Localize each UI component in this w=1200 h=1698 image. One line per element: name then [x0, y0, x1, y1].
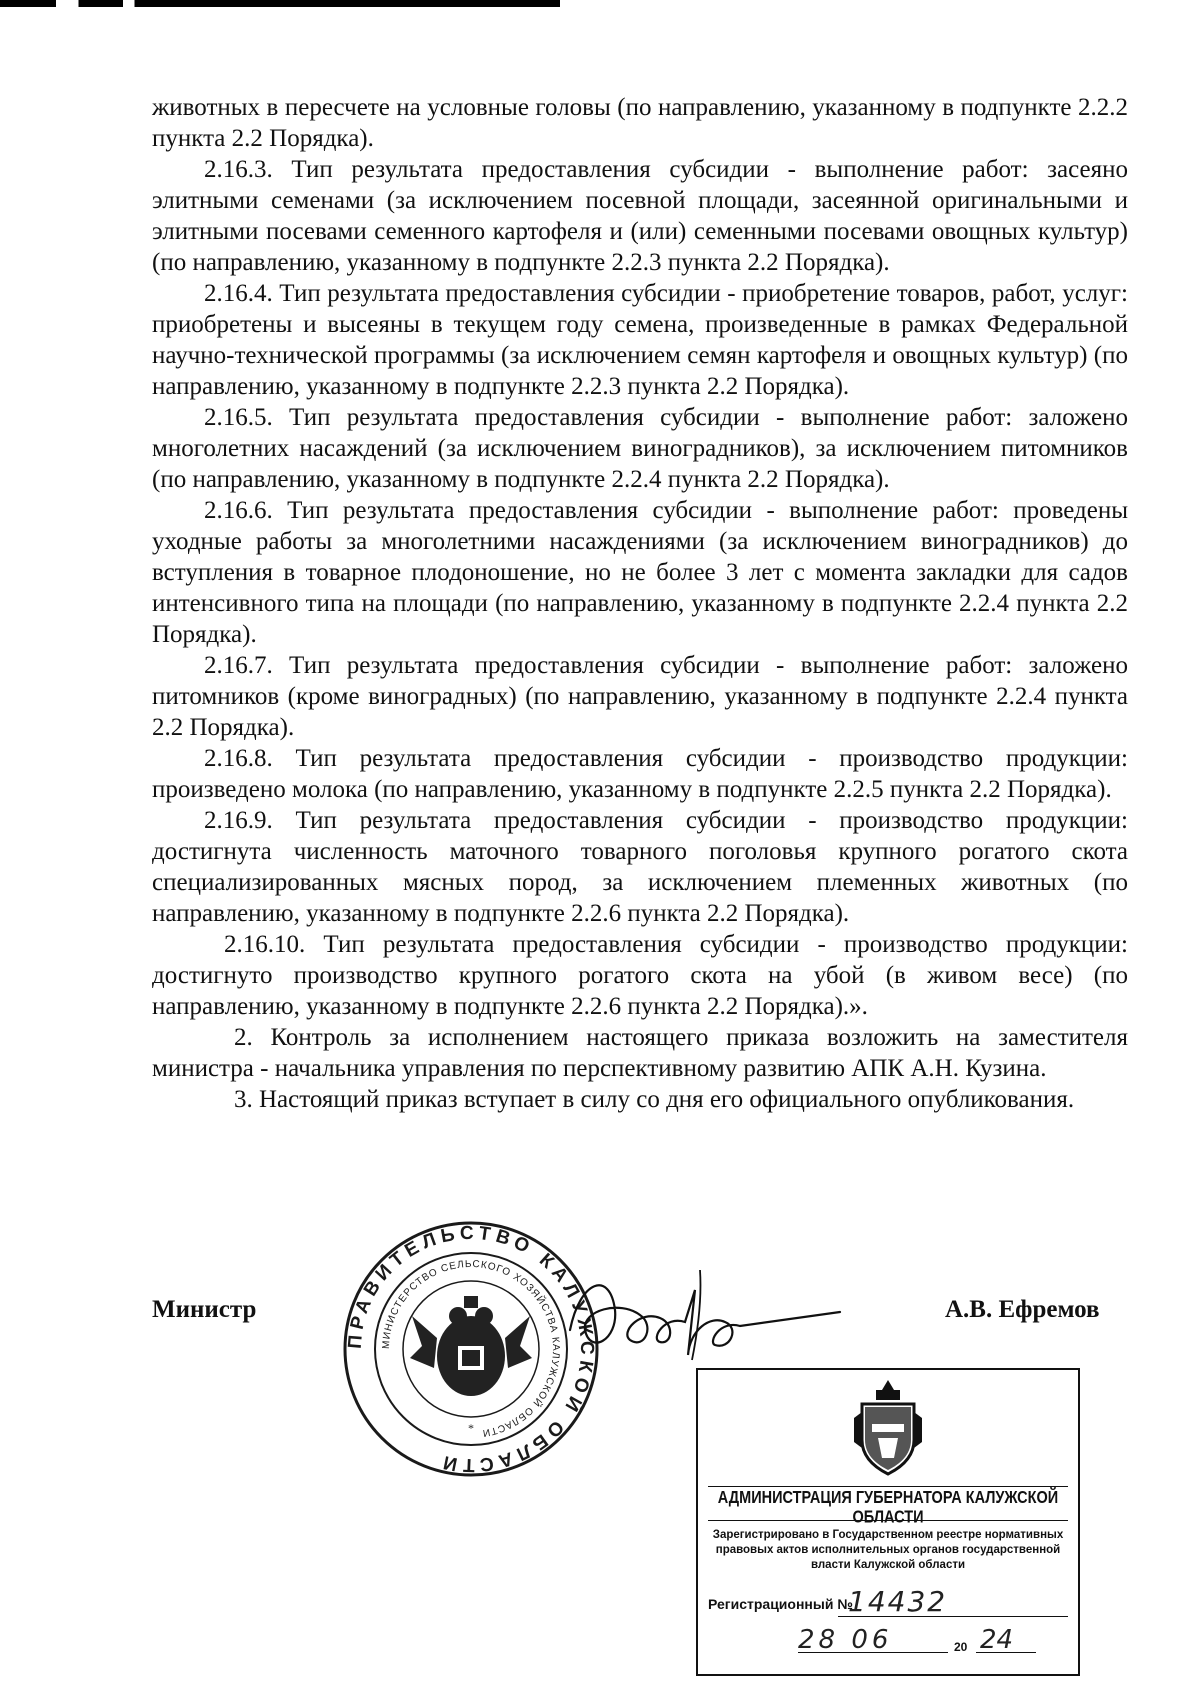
stamp-registration-note: Зарегистрировано в Государственном реестре нормативных правовых актов исполнительных органов государственной власти Калужской области: [712, 1529, 1064, 1571]
scan-edge-artifact: [0, 0, 560, 7]
document-body: [152, 92, 1128, 1115]
registration-stamp: [696, 1368, 1080, 1676]
paragraph-continuation: животных в пересчете на условные головы (по направлению, указанному в подпункте 2.2.2 пункта 2.2 Порядка).: [152, 94, 1128, 152]
paragraph-item-2: 2. Контроль за исполнением настоящего приказа возложить на заместителя министра - начальника управления по перспективному развитию АПК А.Н. Кузина.: [152, 1024, 1128, 1082]
registration-number-label: Регистрационный №: [708, 1596, 853, 1612]
paragraph-2-16-4: 2.16.4. Тип результата предоставления субсидии - приобретение товаров, работ, услуг: приобретены и высеяны в текущем году семена, произведенные в рамках Федеральной научно-технической программы (за исключением семян картофеля и овощных культур) (по направлению, указанному в подпункте 2.2.3 пункта 2.2 Порядка).: [152, 280, 1128, 400]
registration-date-day-month: 28 06: [798, 1625, 893, 1655]
stamp-divider: [708, 1520, 1068, 1521]
kaluga-coat-of-arms-icon: [848, 1378, 928, 1476]
paragraph-item-3: 3. Настоящий приказ вступает в силу со дня его официального опубликования.: [234, 1086, 1075, 1113]
registration-date-line: [798, 1652, 948, 1653]
svg-text:*: *: [468, 1421, 474, 1435]
paragraph-2-16-3: 2.16.3. Тип результата предоставления субсидии - выполнение работ: засеяно элитными семенами (за исключением посевной площади, засеянной оригинальными и элитными посевами семенного картофеля и (или) семенными посевами овощных культур) (по направлению, указанному в подпункте 2.2.3 пункта 2.2 Порядка).: [152, 156, 1128, 276]
paragraph-2-16-5: 2.16.5. Тип результата предоставления субсидии - выполнение работ: заложено многолетних насаждений (за исключением виноградников), за исключением питомников (по направлению, указанному в подпункте 2.2.4 пункта 2.2 Порядка).: [152, 404, 1128, 493]
registration-number-value: 14432: [848, 1585, 948, 1618]
paragraph-2-16-6: 2.16.6. Тип результата предоставления субсидии - выполнение работ: проведены уходные работы за многолетними насаждениями (за исключением виноградников) до вступления в товарное плодоношение, но не более 3 лет с момента закладки для садов интенсивного типа на площади (по направлению, указанному в подпункте 2.2.4 пункта 2.2 Порядка).: [152, 497, 1128, 648]
stamp-divider: [708, 1486, 1068, 1487]
paragraph-2-16-7: 2.16.7. Тип результата предоставления субсидии - выполнение работ: заложено питомников (кроме виноградных) (по направлению, указанному в подпункте 2.2.4 пункта 2.2 Порядка).: [152, 652, 1128, 741]
stamp-title: АДМИНИСТРАЦИЯ ГУБЕРНАТОРА КАЛУЖСКОЙ ОБЛАСТИ: [717, 1488, 1059, 1528]
paragraph-2-16-9: 2.16.9. Тип результата предоставления субсидии - производство продукции: достигнута численность маточного товарного поголовья крупного рогатого скота специализированных мясных пород, за исключением племенных животных (по направлению, указанному в подпункте 2.2.6 пункта 2.2 Порядка).: [152, 807, 1128, 927]
registration-year-prefix: 20: [954, 1640, 968, 1654]
registration-number-line: [838, 1616, 1068, 1617]
registration-year-suffix: 24: [980, 1625, 1014, 1655]
paragraph-2-16-10: 2.16.10. Тип результата предоставления субсидии - производство продукции: достигнуто производство крупного рогатого скота на убой (в живом весе) (по направлению, указанному в подпункте 2.2.6 пункта 2.2 Порядка).».: [152, 931, 1128, 1020]
paragraph-2-16-8: 2.16.8. Тип результата предоставления субсидии - производство продукции: произведено молока (по направлению, указанному в подпункте 2.2.5 пункта 2.2 Порядка).: [152, 745, 1128, 803]
seal-outer-text: ПРАВИТЕЛЬСТВО КАЛУЖСКОЙ ОБЛАСТИ: [344, 1222, 598, 1476]
signatory-position: Министр: [152, 1296, 257, 1323]
seal-inner-text: МИНИСТЕРСТВО СЕЛЬСКОГО ХОЗЯЙСТВА КАЛУЖСКОЙ ОБЛАСТИ: [380, 1258, 562, 1439]
registration-year-line: [976, 1652, 1036, 1653]
handwritten-signature-icon: [560, 1260, 850, 1370]
signatory-name: А.В. Ефремов: [945, 1296, 1100, 1323]
